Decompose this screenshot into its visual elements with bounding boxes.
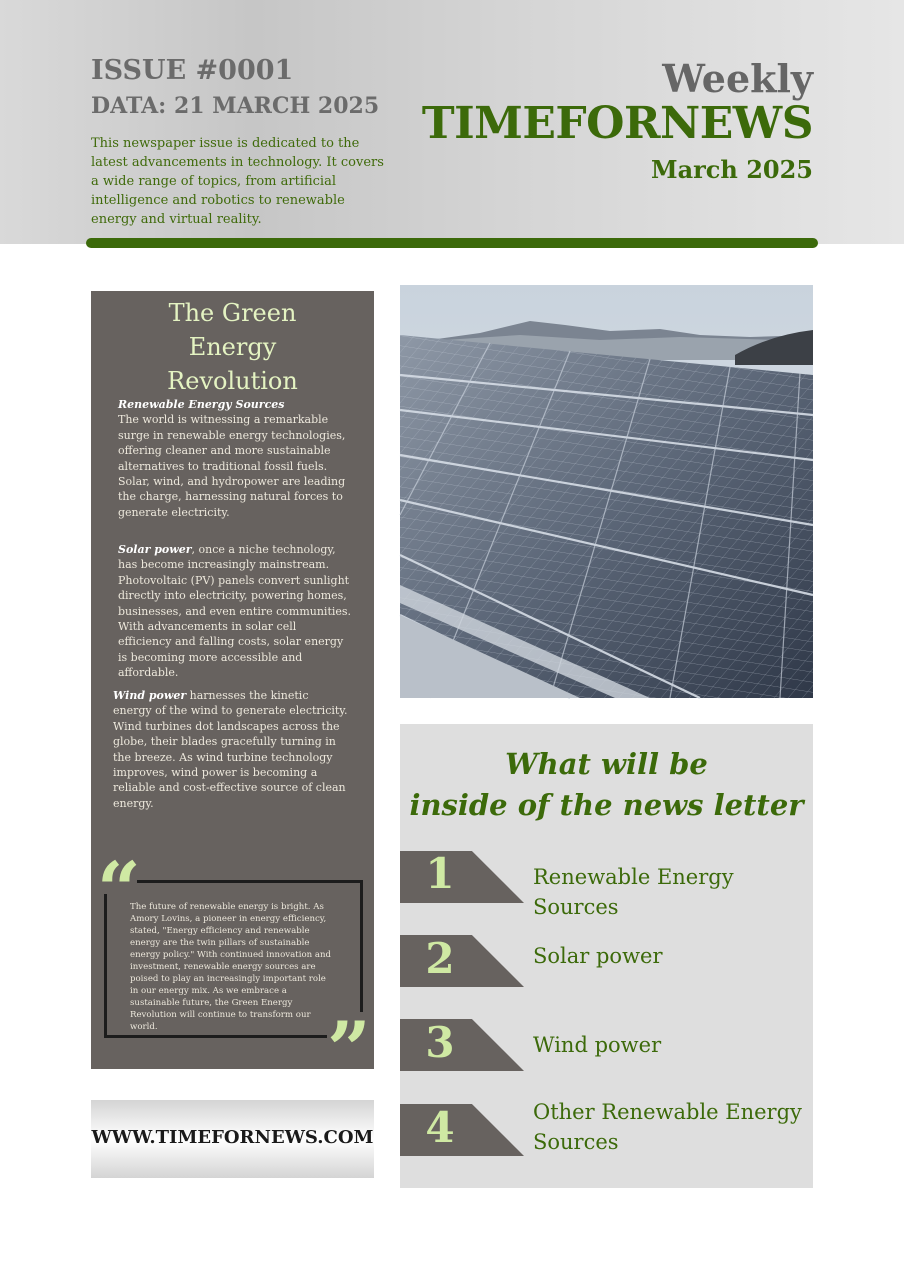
toc-number: 1 xyxy=(425,849,455,898)
header-divider xyxy=(86,238,818,248)
section-text: The world is witnessing a remarkable surge in renewable energy technologies, offering cleaner and more sustainable alternatives to traditional fossil fuels. Solar, wind, and hydropower are leading the charge, harnessing natural forces to generate electricity. xyxy=(118,413,346,519)
article-section-wind xyxy=(113,688,349,811)
section-text: , once a niche technology, has become increasingly mainstream. Photovoltaic (PV) panels convert sunlight directly into electricity, powering homes, businesses, and even entire communities. With advancements in solar cell efficiency and falling costs, solar energy is becoming more accessible and affordable. xyxy=(118,543,352,680)
pull-quote: The future of renewable energy is bright. As Amory Lovins, a pioneer in energy efficiency, stated, "Energy efficiency and renewable energy are the twin pillars of sustainable energy policy." With continued innovation and investment, renewable energy sources are poised to play an increasingly important role in our energy mix. As we embrace a sustainable future, the Green Energy Revolution will continue to transform our world. xyxy=(130,902,332,1032)
website-link[interactable]: WWW.TIMEFORNEWS.COM xyxy=(91,1127,374,1148)
section-heading: Renewable Energy Sources xyxy=(118,398,285,411)
toc-number: 4 xyxy=(425,1103,455,1152)
toc-item-label: Solar power xyxy=(533,944,663,968)
toc-item-label: Renewable Energy Sources xyxy=(533,865,734,919)
open-quote-icon: “ xyxy=(97,845,141,934)
section-text: harnesses the kinetic energy of the wind to generate electricity. Wind turbines dot landscapes across the globe, their blades gracefully turning in the breeze. As wind turbine technology improves, wind power is becoming a reliable and cost-effective source of clean energy. xyxy=(113,689,348,810)
section-keyword: Wind power xyxy=(113,689,187,702)
weekly-label: Weekly xyxy=(662,56,813,101)
article-title xyxy=(91,296,374,398)
article-section-renewable xyxy=(118,397,354,520)
toc-number: 2 xyxy=(425,934,455,983)
toc-item-label: Other Renewable Energy Sources xyxy=(533,1100,802,1154)
article-section-solar xyxy=(118,542,352,681)
issue-number: ISSUE #0001 xyxy=(91,55,294,86)
issue-date: DATA: 21 MARCH 2025 xyxy=(91,93,380,119)
masthead-month: March 2025 xyxy=(651,155,813,184)
toc-item-label: Wind power xyxy=(533,1033,662,1057)
article-title-text: The Green Energy Revolution xyxy=(167,299,298,395)
toc-title-line1: What will be xyxy=(505,747,708,781)
section-keyword: Solar power xyxy=(118,543,192,556)
solar-panels-photo xyxy=(400,285,813,698)
intro-text: This newspaper issue is dedicated to the latest advancements in technology. It covers a wide range of topics, from artificial intelligence and robotics to renewable energy and virtual reality. xyxy=(91,136,384,227)
toc-number: 3 xyxy=(425,1018,455,1067)
close-quote-icon: ” xyxy=(327,1005,371,1094)
toc-title-line2: inside of the news letter xyxy=(409,788,804,822)
toc-title xyxy=(400,744,813,826)
masthead-title: TIMEFORNEWS xyxy=(421,98,813,149)
